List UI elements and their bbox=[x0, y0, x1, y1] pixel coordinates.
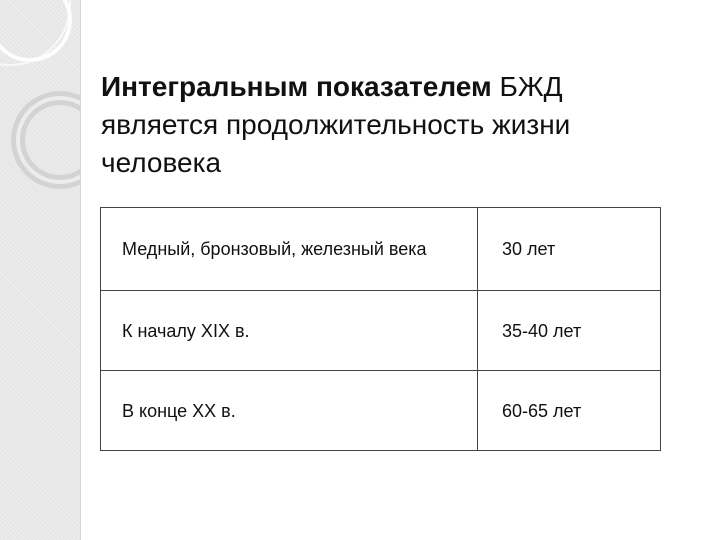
lifespan-cell: 35-40 лет bbox=[478, 291, 661, 371]
table-row bbox=[101, 371, 661, 451]
period-cell: К началу XIX в. bbox=[101, 291, 478, 371]
lifespan-cell: 30 лет bbox=[478, 208, 661, 291]
title-bold-part: Интегральным показателем bbox=[101, 71, 492, 102]
table-row bbox=[101, 208, 661, 291]
slide-title bbox=[101, 68, 621, 182]
title-rest-part: БЖД является продолжительность жизни человека bbox=[101, 71, 571, 178]
decorative-rings-icon bbox=[0, 0, 80, 540]
decorative-side-panel bbox=[0, 0, 81, 540]
period-cell: В конце XX в. bbox=[101, 371, 478, 451]
lifespan-table bbox=[100, 207, 661, 451]
period-cell: Медный, бронзовый, железный века bbox=[101, 208, 478, 291]
lifespan-cell: 60-65 лет bbox=[478, 371, 661, 451]
table-row bbox=[101, 291, 661, 371]
